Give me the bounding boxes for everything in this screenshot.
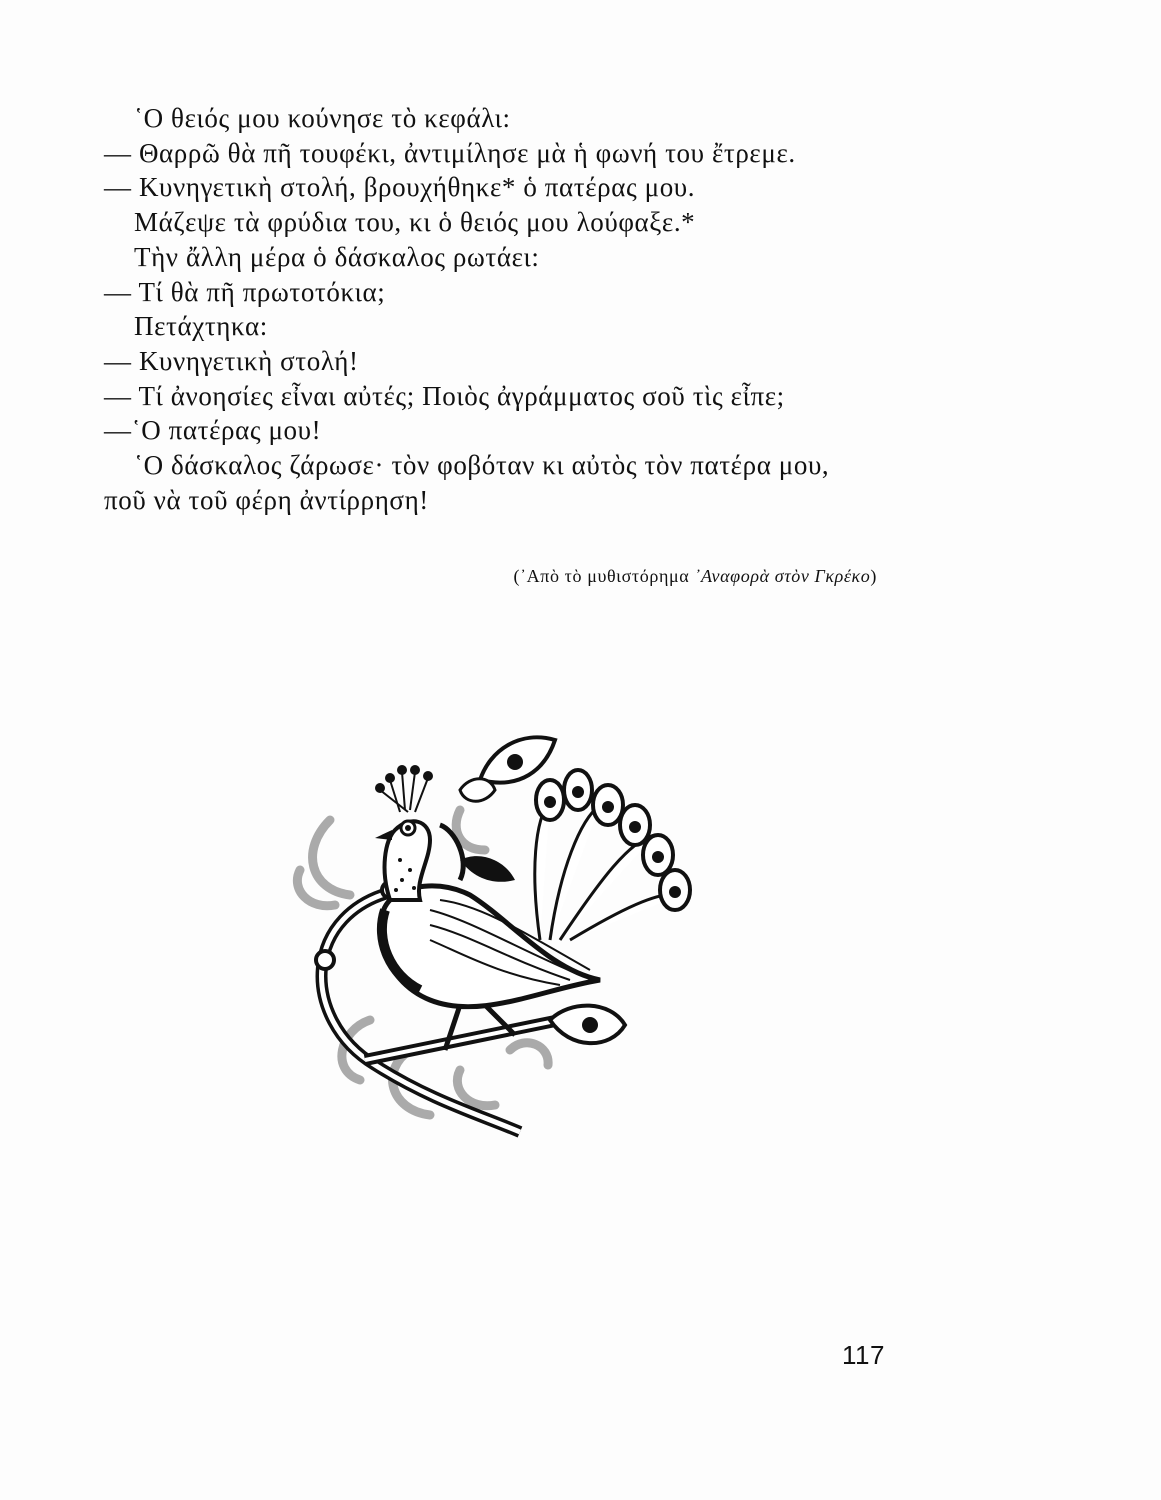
paragraph-line: — Θαρρῶ θὰ πῆ τουφέκι, ἀντιμίλησε μὰ ἡ φωνή του ἔτρεμε. — [104, 137, 796, 168]
paragraph-line: — Κυνηγετικὴ στολή! — [104, 345, 359, 376]
source-citation — [513, 566, 877, 587]
source-title: ᾿Αναφορὰ στὸν Γκρέκο — [694, 566, 871, 586]
paragraph-line: ῾Ο θειός μου κούνησε τὸ κεφάλι: — [134, 103, 511, 133]
paragraph-line: — Τί θὰ πῆ πρωτοτόκια; — [104, 276, 386, 307]
paragraph-line: — Τί ἀνοησίες εἶναι αὐτές; Ποιὸς ἀγράμματος σοῦ τὶς εἶπε; — [104, 380, 785, 411]
paragraph-line: Πετάχτηκα: — [134, 311, 268, 342]
source-prefix: (᾿Απὸ τὸ μυθιστόρημα — [513, 566, 695, 586]
peacock-ornament-icon — [280, 720, 700, 1150]
source-suffix: ) — [870, 566, 877, 586]
paragraph-line: Μάζεψε τὰ φρύδια του, κι ὁ θειός μου λούφαξε.* — [134, 207, 696, 238]
paragraph-line: ῾Ο δάσκαλος ζάρωσε· τὸν φοβόταν κι αὐτὸς τὸν πατέρα μου, — [134, 450, 830, 481]
main-text — [104, 101, 904, 517]
paragraph-line: —῾Ο πατέρας μου! — [104, 415, 322, 446]
paragraph-line: — Κυνηγετικὴ στολή, βρουχήθηκε* ὁ πατέρας μου. — [104, 172, 696, 203]
paragraph-line: Τὴν ἄλλη μέρα ὁ δάσκαλος ρωτάει: — [134, 241, 540, 272]
page-number: 117 — [842, 1340, 885, 1370]
paragraph-line: ποῦ νὰ τοῦ φέρη ἀντίρρηση! — [104, 484, 429, 515]
